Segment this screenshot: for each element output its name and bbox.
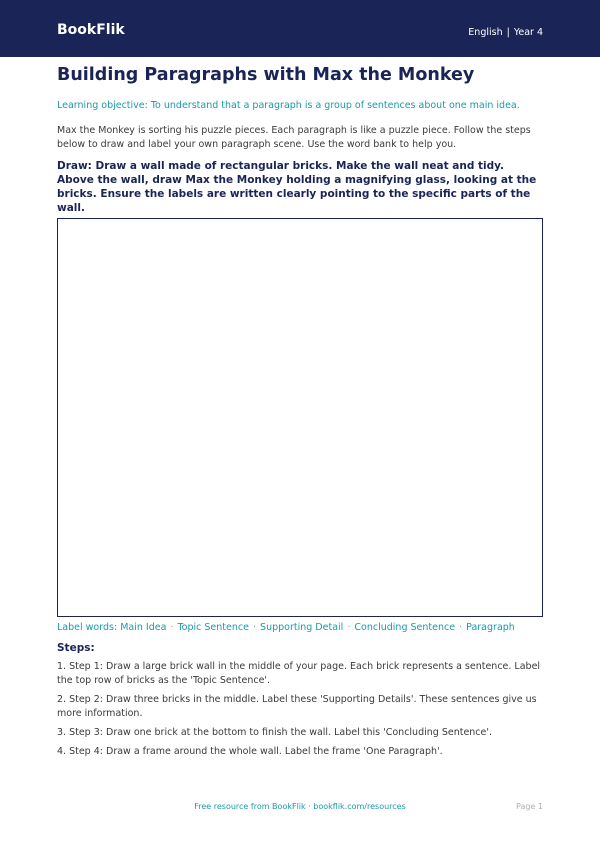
word-separator: · [347,622,351,633]
brand-logo[interactable]: BookFlik [57,22,125,38]
footer-resource-link[interactable]: Free resource from BookFlik · bookflik.com/resources [194,802,406,811]
meta-separator: | [506,27,510,38]
word-bank-item: Concluding Sentence [354,622,456,633]
step-item: 3. Step 3: Draw one brick at the bottom to finish the wall. Label this 'Concluding Sentence'. [57,727,493,738]
drawing-area[interactable] [57,218,543,617]
page-title: Building Paragraphs with Max the Monkey [57,65,475,85]
word-separator: · [459,622,463,633]
draw-instruction: Draw: Draw a wall made of rectangular bricks. Make the wall neat and tidy. Above the wall, draw Max the Monkey holding a magnifying glass, looking at the bricks. Ensure the labels are written clearly pointing to the specific parts of the wall. [57,160,537,214]
steps-heading: Steps: [57,642,95,654]
subject-year-label [468,27,543,38]
word-separator: · [252,622,257,633]
step-item: 1. Step 1: Draw a large brick wall in the middle of your page. Each brick represents a sentence. Label the top row of bricks as the 'Topic Sentence'. [57,661,541,686]
word-separator: · [170,622,174,633]
learning-objective: Learning objective: To understand that a paragraph is a group of sentences about one main idea. [57,100,520,111]
subject-label: English [468,27,503,38]
word-bank-item: Main Idea [120,622,167,633]
step-item: 2. Step 2: Draw three bricks in the middle. Label these 'Supporting Details'. These sentences give us more information. [57,694,537,719]
word-bank-prefix: Label words: [57,622,118,633]
word-bank-item: Paragraph [466,622,515,633]
steps-list [57,660,543,764]
word-bank [57,622,543,633]
intro-text: Max the Monkey is sorting his puzzle pieces. Each paragraph is like a puzzle piece. Follow the steps below to draw and label your own paragraph scene. Use the word bank to help you. [57,125,531,150]
year-label: Year 4 [513,27,543,38]
page-number: Page 1 [516,802,543,811]
word-bank-item: Topic Sentence [177,622,249,633]
header-bar [0,0,600,57]
word-bank-item: Supporting Detail [260,622,344,633]
step-item: 4. Step 4: Draw a frame around the whole wall. Label the frame 'One Paragraph'. [57,746,443,757]
